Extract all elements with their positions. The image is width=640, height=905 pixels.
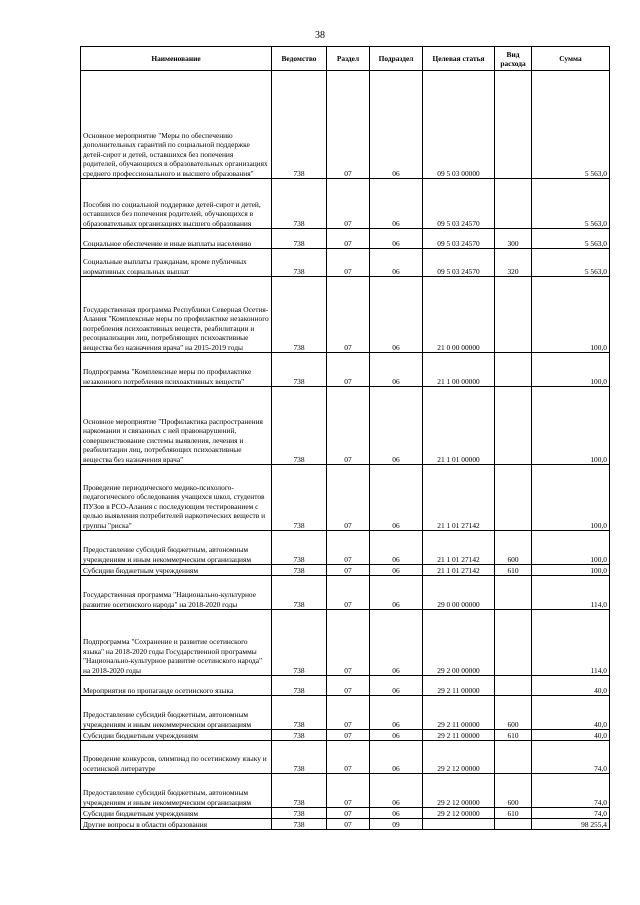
row-podrazdel: 06 <box>370 229 423 249</box>
table-row <box>81 71 610 179</box>
row-razdel: 07 <box>327 610 370 676</box>
row-vid <box>495 741 532 774</box>
row-podrazdel: 09 <box>370 819 423 830</box>
row-razdel: 07 <box>327 676 370 696</box>
row-vid <box>495 576 532 610</box>
row-celevaya: 29 2 11 00000 <box>423 696 495 730</box>
row-razdel: 07 <box>327 465 370 531</box>
row-name: Социальные выплаты гражданам, кроме публичных нормативных социальных выплат <box>81 249 272 277</box>
row-vid: 600 <box>495 531 532 565</box>
row-podrazdel: 06 <box>370 179 423 229</box>
row-ved: 738 <box>272 808 327 819</box>
row-celevaya: 09 5 03 00000 <box>423 71 495 179</box>
row-celevaya: 29 2 12 00000 <box>423 774 495 808</box>
row-ved: 738 <box>272 676 327 696</box>
row-razdel: 07 <box>327 774 370 808</box>
row-razdel: 07 <box>327 229 370 249</box>
row-name: Основное мероприятие "Меры по обеспечению дополнительных гарантий по социальной поддержке детей-сирот и детей, оставшихся без попечения родителей, обучающихся в образовательных организациях среднего профессионального и высшего образования" <box>81 71 272 179</box>
row-podrazdel: 06 <box>370 696 423 730</box>
row-celevaya: 21 1 00 00000 <box>423 353 495 387</box>
row-celevaya: 21 1 01 00000 <box>423 387 495 465</box>
table-body <box>81 71 610 830</box>
row-podrazdel: 06 <box>370 576 423 610</box>
row-summa: 98 255,4 <box>532 819 610 830</box>
row-ved: 738 <box>272 277 327 353</box>
row-vid <box>495 277 532 353</box>
row-ved: 738 <box>272 179 327 229</box>
row-celevaya: 29 2 12 00000 <box>423 808 495 819</box>
row-vid: 300 <box>495 229 532 249</box>
row-razdel: 07 <box>327 277 370 353</box>
budget-table <box>80 46 610 830</box>
row-ved: 738 <box>272 565 327 576</box>
row-summa: 74,0 <box>532 741 610 774</box>
row-summa: 5 563,0 <box>532 229 610 249</box>
row-ved: 738 <box>272 229 327 249</box>
table-row <box>81 741 610 774</box>
row-podrazdel: 06 <box>370 610 423 676</box>
table-row <box>81 610 610 676</box>
row-summa: 100,0 <box>532 531 610 565</box>
row-ved: 738 <box>272 465 327 531</box>
row-vid: 600 <box>495 774 532 808</box>
table-row <box>81 179 610 229</box>
row-name: Подпрограмма "Комплексные меры по профилактике незаконного потребления психоактивных веществ" <box>81 353 272 387</box>
row-name: Другие вопросы в области образования <box>81 819 272 830</box>
row-vid: 320 <box>495 249 532 277</box>
row-ved: 738 <box>272 819 327 830</box>
row-podrazdel: 06 <box>370 676 423 696</box>
row-name: Проведение конкурсов, олимпиад по осетинскому языку и осетинской литературе <box>81 741 272 774</box>
row-summa: 5 563,0 <box>532 71 610 179</box>
row-celevaya: 29 2 11 00000 <box>423 730 495 741</box>
row-name: Подпрограмма "Сохранение и развитие осетинского языка" на 2018-2020 годы Государственной программы "Национально-культурное развитие осетинского народа" на 2018-2020 годы <box>81 610 272 676</box>
row-razdel: 07 <box>327 696 370 730</box>
row-summa: 100,0 <box>532 465 610 531</box>
row-ved: 738 <box>272 531 327 565</box>
table-row <box>81 774 610 808</box>
row-podrazdel: 06 <box>370 353 423 387</box>
header-razdel: Раздел <box>327 47 370 71</box>
row-vid <box>495 71 532 179</box>
row-ved: 738 <box>272 353 327 387</box>
table-row <box>81 730 610 741</box>
row-podrazdel: 06 <box>370 249 423 277</box>
row-vid: 600 <box>495 696 532 730</box>
table-row <box>81 576 610 610</box>
row-razdel: 07 <box>327 576 370 610</box>
table-row <box>81 531 610 565</box>
row-vid <box>495 387 532 465</box>
table-row <box>81 465 610 531</box>
row-celevaya: 09 5 03 24570 <box>423 179 495 229</box>
row-razdel: 07 <box>327 531 370 565</box>
row-celevaya: 21 1 01 27142 <box>423 465 495 531</box>
row-name: Социальное обеспечение и иные выплаты населению <box>81 229 272 249</box>
row-celevaya: 21 1 01 27142 <box>423 531 495 565</box>
row-podrazdel: 06 <box>370 808 423 819</box>
row-summa: 100,0 <box>532 387 610 465</box>
row-vid <box>495 676 532 696</box>
row-vid <box>495 819 532 830</box>
table-row <box>81 387 610 465</box>
table-row <box>81 676 610 696</box>
row-ved: 738 <box>272 730 327 741</box>
row-summa: 100,0 <box>532 277 610 353</box>
row-summa: 100,0 <box>532 565 610 576</box>
row-name: Предоставление субсидий бюджетным, автономным учреждениям и иным некоммерческим организациям <box>81 696 272 730</box>
row-summa: 100,0 <box>532 353 610 387</box>
header-summa: Сумма <box>532 47 610 71</box>
row-vid: 610 <box>495 730 532 741</box>
row-celevaya: 29 0 00 00000 <box>423 576 495 610</box>
row-ved: 738 <box>272 71 327 179</box>
row-podrazdel: 06 <box>370 387 423 465</box>
row-summa: 74,0 <box>532 774 610 808</box>
row-name: Субсидии бюджетным учреждениям <box>81 730 272 741</box>
table-row <box>81 819 610 830</box>
row-ved: 738 <box>272 741 327 774</box>
row-celevaya: 21 0 00 00000 <box>423 277 495 353</box>
row-ved: 738 <box>272 249 327 277</box>
table-row <box>81 696 610 730</box>
row-vid <box>495 179 532 229</box>
table-row <box>81 565 610 576</box>
row-ved: 738 <box>272 774 327 808</box>
row-razdel: 07 <box>327 71 370 179</box>
row-ved: 738 <box>272 610 327 676</box>
table-header-row <box>81 47 610 71</box>
row-podrazdel: 06 <box>370 465 423 531</box>
row-razdel: 07 <box>327 808 370 819</box>
row-razdel: 07 <box>327 741 370 774</box>
row-name: Субсидии бюджетным учреждениям <box>81 808 272 819</box>
row-ved: 738 <box>272 387 327 465</box>
row-podrazdel: 06 <box>370 774 423 808</box>
row-podrazdel: 06 <box>370 71 423 179</box>
row-name: Основное мероприятие "Профилактика распространения наркомании и связанных с ней правонарушений, совершенствование системы выявления, лечения и реабилитации лиц, потребляющих психоактивные вещества без назначения врача" <box>81 387 272 465</box>
row-name: Пособия по социальной поддержке детей-сирот и детей, оставшихся без попечения родителей, обучающихся в образовательных организациях высшего образования <box>81 179 272 229</box>
row-summa: 114,0 <box>532 576 610 610</box>
row-celevaya: 29 2 12 00000 <box>423 741 495 774</box>
row-razdel: 07 <box>327 730 370 741</box>
row-celevaya: 29 2 11 00000 <box>423 676 495 696</box>
row-summa: 114,0 <box>532 610 610 676</box>
table-row <box>81 808 610 819</box>
row-summa: 5 563,0 <box>532 249 610 277</box>
row-razdel: 07 <box>327 249 370 277</box>
row-ved: 738 <box>272 696 327 730</box>
row-podrazdel: 06 <box>370 531 423 565</box>
row-name: Государственная программа "Национально-культурное развитие осетинского народа" на 2018-2020 годы <box>81 576 272 610</box>
table-row <box>81 229 610 249</box>
row-celevaya: 09 5 03 24570 <box>423 249 495 277</box>
row-razdel: 07 <box>327 353 370 387</box>
row-vid <box>495 610 532 676</box>
row-name: Проведение периодического медико-психолого-педагогического обследования учащихся школ, студентов ПУЗов в РСО-Алания с последующим тестированием с целью выявления потребителей наркотических веществ и группы "риска" <box>81 465 272 531</box>
row-summa: 40,0 <box>532 676 610 696</box>
table-row <box>81 277 610 353</box>
header-ved: Ведомство <box>272 47 327 71</box>
row-razdel: 07 <box>327 387 370 465</box>
row-vid <box>495 353 532 387</box>
row-razdel: 07 <box>327 179 370 229</box>
row-vid: 610 <box>495 808 532 819</box>
row-podrazdel: 06 <box>370 565 423 576</box>
row-vid <box>495 465 532 531</box>
row-name: Предоставление субсидий бюджетным, автономным учреждениям и иным некоммерческим организациям <box>81 774 272 808</box>
row-celevaya: 29 2 00 00000 <box>423 610 495 676</box>
row-name: Субсидии бюджетным учреждениям <box>81 565 272 576</box>
header-podrazdel: Подраздел <box>370 47 423 71</box>
row-podrazdel: 06 <box>370 741 423 774</box>
row-name: Государственная программа Республики Северная Осетия-Алания "Комплексные меры по профилактике незаконного потребления психоактивных веществ, реабилитации и ресоциализации лиц, потребляющих психоактивные вещества без назначения врача" на 2015-2019 годы <box>81 277 272 353</box>
row-summa: 74,0 <box>532 808 610 819</box>
row-podrazdel: 06 <box>370 277 423 353</box>
row-celevaya <box>423 819 495 830</box>
row-name: Предоставление субсидий бюджетным, автономным учреждениям и иным некоммерческим организациям <box>81 531 272 565</box>
header-celevaya: Целевая статья <box>423 47 495 71</box>
row-razdel: 07 <box>327 819 370 830</box>
row-celevaya: 09 5 03 24570 <box>423 229 495 249</box>
row-ved: 738 <box>272 576 327 610</box>
row-razdel: 07 <box>327 565 370 576</box>
row-name: Мероприятия по пропаганде осетинского языка <box>81 676 272 696</box>
row-celevaya: 21 1 01 27142 <box>423 565 495 576</box>
header-vid: Вид расхода <box>495 47 532 71</box>
header-name: Наименование <box>81 47 272 71</box>
row-summa: 40,0 <box>532 696 610 730</box>
row-summa: 5 563,0 <box>532 179 610 229</box>
row-podrazdel: 06 <box>370 730 423 741</box>
row-vid: 610 <box>495 565 532 576</box>
page-number: 38 <box>315 30 325 41</box>
table-row <box>81 353 610 387</box>
row-summa: 40,0 <box>532 730 610 741</box>
table-row <box>81 249 610 277</box>
